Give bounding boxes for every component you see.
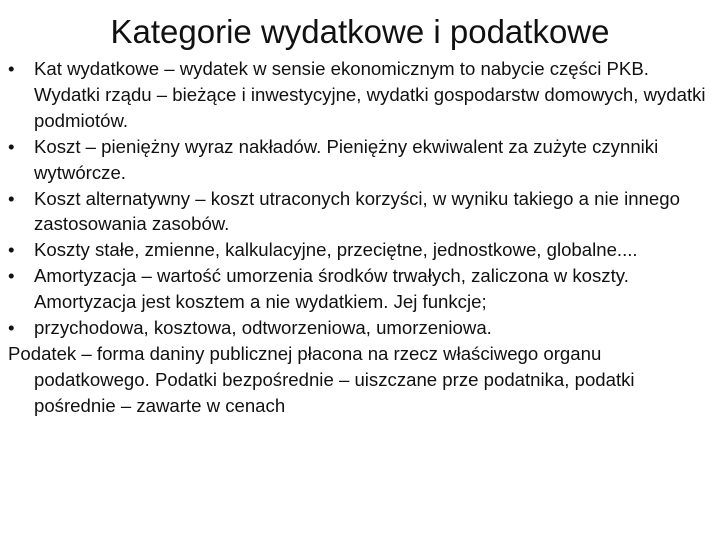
content-list	[8, 56, 712, 419]
bullet-item	[8, 56, 712, 134]
final-paragraph: Podatek – forma daniny publicznej płacona na rzecz właściwego organu podatkowego. Podatki bezpośrednie – uiszczane prze podatnika, podatki pośrednie – zawarte w cenach	[8, 342, 635, 416]
bullet-text: przychodowa, kosztowa, odtworzeniowa, umorzeniowa.	[34, 317, 492, 339]
bullet-icon: •	[8, 135, 15, 157]
bullet-text: Amortyzacja – wartość umorzenia środków trwałych, zaliczona w koszty. Amortyzacja jest kosztem a nie wydatkiem. Jej funkcje;	[34, 265, 629, 313]
bullet-text: Koszt alternatywny – koszt utraconych korzyści, w wyniku takiego a nie innego zastosowania zasobów.	[34, 187, 680, 235]
bullet-icon: •	[8, 239, 15, 261]
bullet-item	[8, 263, 712, 315]
bullet-icon: •	[8, 265, 15, 287]
bullet-item	[8, 134, 712, 186]
bullet-text: Koszty stałe, zmienne, kalkulacyjne, przeciętne, jednostkowe, globalne....	[34, 239, 638, 261]
bullet-icon: •	[8, 317, 15, 339]
bullet-item	[8, 186, 712, 238]
bullet-icon: •	[8, 187, 15, 209]
bullet-text: Kat wydatkowe – wydatek w sensie ekonomicznym to nabycie części PKB. Wydatki rządu – bieżące i inwestycyjne, wydatki gospodarstw domowych, wydatki podmiotów.	[34, 58, 706, 131]
bullet-item	[8, 237, 712, 263]
bullet-icon: •	[8, 58, 15, 79]
bullet-item	[8, 315, 712, 341]
bullet-text: Koszt – pieniężny wyraz nakładów. Pieniężny ekwiwalent za zużyte czynniki wytwórcze.	[34, 135, 659, 183]
slide-title: Kategorie wydatkowe i podatkowe	[110, 13, 610, 50]
